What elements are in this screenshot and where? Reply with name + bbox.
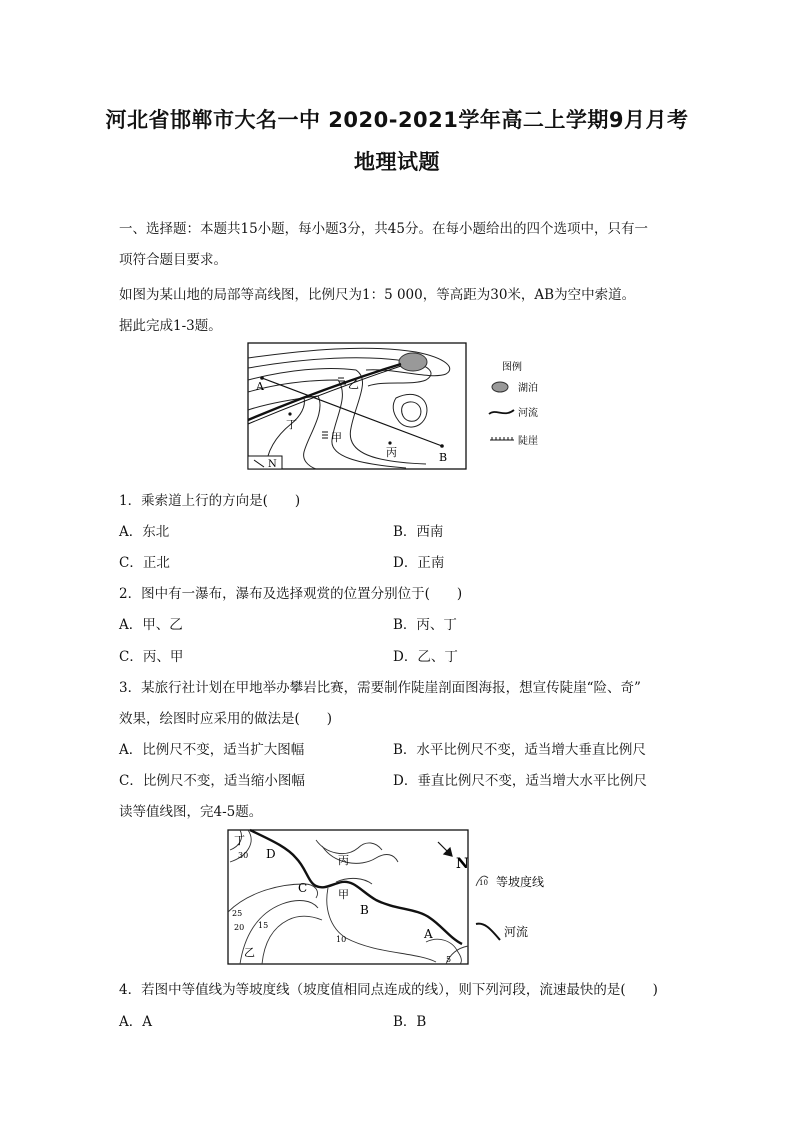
map2-label-b: B xyxy=(360,903,369,917)
legend-isoline-label: 等坡度线 xyxy=(496,875,545,889)
map2-north-label: N xyxy=(456,856,469,872)
map2-value-10: 10 xyxy=(336,935,347,944)
q3-option-b: B．水平比例尺不变，适当增大垂直比例尺 xyxy=(393,742,646,758)
isoline-map-2 xyxy=(226,828,552,968)
map1-label-ding: 丁 xyxy=(286,418,297,431)
contour-map-1 xyxy=(246,340,558,474)
river-line xyxy=(248,364,401,420)
point-ding xyxy=(288,412,291,415)
map1-legend xyxy=(489,360,538,447)
legend-cliff-icon xyxy=(490,437,514,440)
map2-label-yi: 乙 xyxy=(244,946,255,959)
map2-label-ding: 丁 xyxy=(234,834,245,847)
map2-north-arrow xyxy=(438,842,452,856)
legend-river-icon xyxy=(489,410,514,414)
q3-option-a: A．比例尺不变，适当扩大图幅 xyxy=(119,742,305,758)
exam-title: 河北省邯郸市大名一中 2020-2021学年高二上学期9月月考 xyxy=(105,108,689,132)
map2-label-a: A xyxy=(424,927,433,941)
q2-stem: 2．图中有一瀑布，瀑布及选择观赏的位置分别位于( ) xyxy=(119,586,463,602)
q4-option-a: A．A xyxy=(119,1014,152,1030)
map2-label-c: C xyxy=(298,881,308,895)
map2-value-30: 30 xyxy=(238,851,249,860)
map2-value-5: 5 xyxy=(446,955,452,964)
q1-option-b: B．西南 xyxy=(393,524,444,540)
map2-value-20: 20 xyxy=(234,923,245,932)
map2-legend xyxy=(476,874,544,940)
map2-value-25: 25 xyxy=(232,909,243,918)
q2-option-a: A．甲、乙 xyxy=(119,617,183,633)
map1-label-bing: 丙 xyxy=(386,446,397,459)
point-b xyxy=(440,444,444,448)
q1-option-c: C．正北 xyxy=(119,555,170,571)
map1-label-yi: 乙 xyxy=(348,378,359,391)
map1-label-b: B xyxy=(439,451,448,464)
map2-value-15: 15 xyxy=(258,921,269,930)
map1-north-label: N xyxy=(268,459,277,470)
legend-river2-icon xyxy=(476,924,500,940)
legend-lake-icon xyxy=(492,382,508,392)
q2-option-d: D．乙、丁 xyxy=(393,649,458,665)
q4-stem: 4．若图中等值线为等坡度线（坡度值相同点连成的线），则下列河段，流速最快的是( ) xyxy=(119,982,658,998)
map1-label-jia: 甲 xyxy=(331,431,342,444)
legend-river-label: 河流 xyxy=(518,408,538,419)
cliff-mark-jia xyxy=(322,432,328,438)
map2-label-jia: 甲 xyxy=(338,888,349,901)
q2-option-c: C．丙、甲 xyxy=(119,649,184,665)
map1-intro-line1: 如图为某山地的局部等高线图，比例尺为1：5 000，等高距为30米，AB为空中索道。 xyxy=(119,287,636,303)
section-heading-line2: 项符合题目要求。 xyxy=(119,252,227,268)
section-heading-line1: 一、选择题：本题共15小题，每小题3分，共45分。在每小题给出的四个选项中，只有一 xyxy=(119,221,648,237)
q1-option-d: D．正南 xyxy=(393,555,445,571)
legend-isoline-sample: 10 xyxy=(479,879,488,887)
point-bing xyxy=(388,441,391,444)
q3-option-d: D．垂直比例尺不变，适当增大水平比例尺 xyxy=(393,773,647,789)
map1-label-a: A xyxy=(256,380,264,393)
map2-label-d: D xyxy=(266,847,276,861)
legend-cliff-label: 陡崖 xyxy=(518,436,538,447)
legend-river2-label: 河流 xyxy=(504,925,529,939)
legend-lake-label: 湖泊 xyxy=(518,383,538,394)
q3-stem-line2: 效果，绘图时应采用的做法是( ) xyxy=(119,711,333,727)
q2-option-b: B．丙、丁 xyxy=(393,617,457,633)
north-arrow-1 xyxy=(248,456,282,470)
lake-shape xyxy=(399,353,427,371)
map2-label-bing: 丙 xyxy=(338,854,349,867)
map1-intro-line2: 据此完成1-3题。 xyxy=(119,318,222,334)
q4-5-intro: 读等值线图，完4-5题。 xyxy=(119,804,263,820)
q1-option-a: A．东北 xyxy=(119,524,170,540)
q4-option-b: B．B xyxy=(393,1014,427,1030)
legend-title: 图例 xyxy=(502,362,522,373)
q3-option-c: C．比例尺不变，适当缩小图幅 xyxy=(119,773,305,789)
q3-stem-line1: 3．某旅行社计划在甲地举办攀岩比赛，需要制作陡崖剖面图海报，想宣传陡崖“险、奇” xyxy=(119,680,641,696)
q1-stem: 1．乘索道上行的方向是( ) xyxy=(119,493,301,509)
exam-subject: 地理试题 xyxy=(354,150,440,174)
